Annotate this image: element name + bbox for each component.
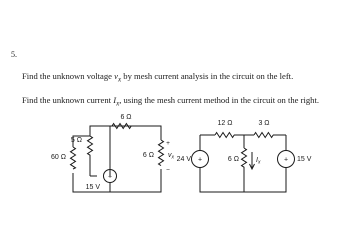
label-15v-left: 15 V xyxy=(85,184,100,191)
variable-ix: $I_x$ xyxy=(113,95,120,108)
vx-minus-sign: − xyxy=(166,167,170,174)
problem-number: 5. xyxy=(11,50,17,59)
label-12-ohm: 12 Ω xyxy=(217,120,233,127)
resistor-6-ohm-vx xyxy=(159,140,164,166)
label-5-ohm: 5 Ω xyxy=(70,137,82,144)
resistor-3-ohm xyxy=(254,133,273,138)
resistor-60-ohm xyxy=(71,147,76,169)
resistor-6-ohm-middle xyxy=(242,135,247,192)
source-24v-plus: + xyxy=(197,156,203,164)
resistor-12-ohm xyxy=(215,133,234,138)
resistor-6-ohm-top xyxy=(112,124,131,129)
instruction-text: Find the unknown current xyxy=(22,95,114,105)
label-3-ohm: 3 Ω xyxy=(258,120,270,127)
variable-vx: $v_x$ xyxy=(114,71,122,84)
label-ix: $I_x$ xyxy=(256,157,261,166)
left-top-wire xyxy=(70,126,161,147)
source-plus-sign: + xyxy=(108,173,112,181)
right-circuit xyxy=(192,133,295,193)
source-15v-right-plus: + xyxy=(283,156,289,164)
label-60-ohm: 60 Ω xyxy=(51,154,66,161)
label-24v: 24 V xyxy=(176,156,191,163)
label-vx: $v_x$ xyxy=(168,152,174,161)
vx-plus-sign: + xyxy=(166,140,170,147)
label-6-ohm-vx: 6 Ω xyxy=(142,152,154,159)
right-outer-wire xyxy=(197,135,289,192)
resistor-5-ohm xyxy=(88,126,93,176)
instruction-text: Find the unknown voltage xyxy=(22,71,115,81)
label-6-ohm-middle: 6 Ω xyxy=(227,156,239,163)
label-15v-right: 15 V xyxy=(297,156,312,163)
instruction-text-end: , using the mesh current method in the circuit on the right. xyxy=(119,95,320,105)
label-6-ohm-top: 6 Ω xyxy=(120,114,132,121)
instruction-text-end: by mesh current analysis in the circuit on the left. xyxy=(121,71,294,81)
